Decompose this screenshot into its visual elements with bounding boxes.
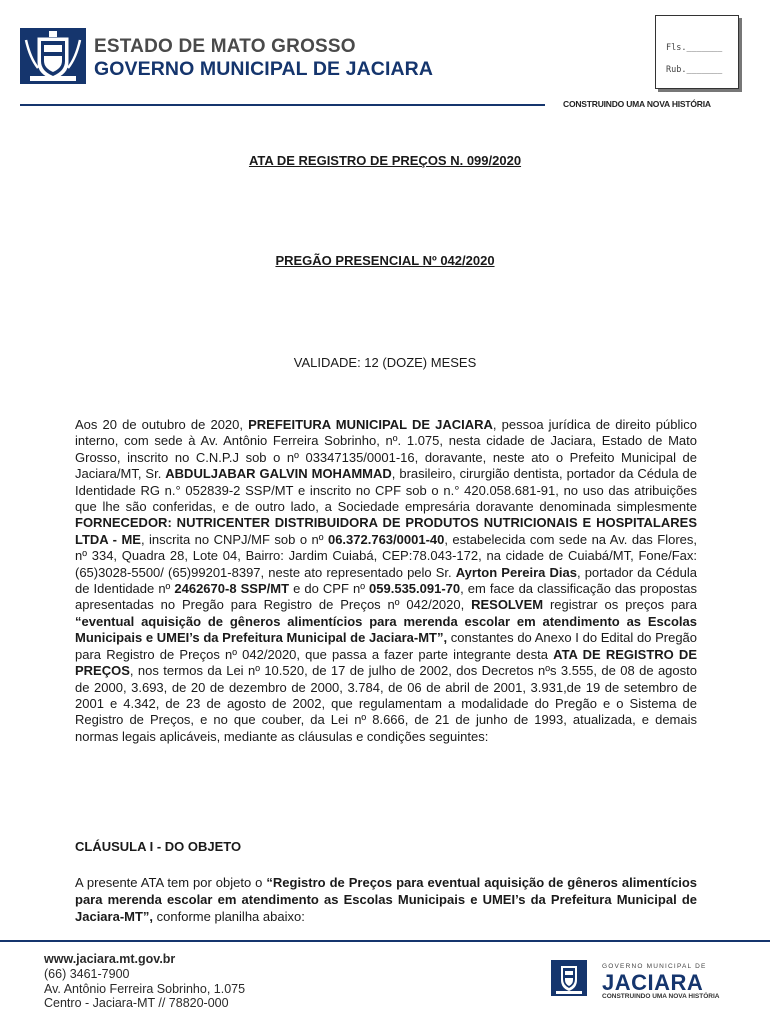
page-stamp-box <box>655 15 739 89</box>
text-run: Aos 20 de outubro de 2020, <box>75 417 249 432</box>
text-run: , nos termos da Lei nº 10.520, de 17 de julho de 2002, dos Decretos nºs 3.555, de 08 de agosto de 2000, 3.693, de 20 de dezembro de 2000, 3.784, de 06 de abril de 2001, 3.931,de 19 de setembro de 2001 e 4.342, de 23 de agosto de 2002, que regulamentam a modalidade do Pregão e o Sistema de Registro de Preços, e no que couber, da Lei nº 8.666, de 21 de junho de 1993, atualizada, e demais normas legais aplicáveis, mediante as cláusulas e condições seguintes: <box>75 663 697 744</box>
municipal-crest-icon <box>20 28 86 84</box>
bold-run: 2462670-8 SSP/MT <box>174 581 290 597</box>
footer-address: Av. Antônio Ferreira Sobrinho, 1.075 <box>44 981 246 996</box>
text-run: , brasileiro, cirurgião dentista, portador da Cédula de Identidade RG n.° 052839-2 SSP/MT e inscrito no CPF sob o n.° 420.058.681-91, no uso das atribuições que lhe são conferidas, e de outro lado, a Sociedade empresária doravante denominada simplesmente <box>75 466 697 515</box>
text-run: A presente ATA tem por objeto o <box>75 875 267 890</box>
stamp-rub: Rub._______ <box>666 65 723 75</box>
text-run: , pessoa jurídica de direito público interno, com sede à Av. Antônio Ferreira Sobrinho, nº. 1.075, nesta cidade de Jaciara, Estado de Mato Grosso, inscrito no C.N.P.J sob o nº 03347135/0001-16, doravante, neste ato o Prefeito Municipal de Jaciara/MT, Sr. <box>75 417 697 482</box>
text-run: e do CPF nº <box>289 581 370 597</box>
bold-run: RESOLVEM <box>471 597 544 613</box>
bold-run: PREFEITURA MUNICIPAL DE JACIARA <box>248 417 493 432</box>
validity-line: VALIDADE: 12 (DOZE) MESES <box>293 355 477 370</box>
text-run: registrar os preços para <box>543 597 697 613</box>
stamp-fls: Fls._______ <box>666 43 723 53</box>
text-run: , portador da Cédula de Identidade nº <box>75 564 697 597</box>
text-run: , estabelecida com sede na Av. das Flores, nº 334, Quadra 28, Lote 04, Bairro: Jardim Cuiabá, CEP:78.043-172, na cidade de Cuiabá/MT, Fone/Fax: (65)3028-5500/ (65)99201-8397, neste ato representado pelo Sr. <box>75 531 697 580</box>
text-run: constantes do Anexo I do Edital do Pregão para Registro de Preços nº 042/2020, que passa a fazer parte integrante desta <box>75 630 698 662</box>
bold-run: “Registro de Preços para eventual aquisição de gêneros alimentícios para merenda escolar em atendimento as Escolas Municipais e UMEI’s da Prefeitura Municipal de Jaciara-MT”, <box>75 875 697 924</box>
footer-city: Centro - Jaciara-MT // 78820-000 <box>44 996 229 1011</box>
clause-heading: CLÁUSULA I - DO OBJETO <box>75 839 242 854</box>
preamble-paragraph <box>75 417 697 745</box>
footer-logo-slogan: CONSTRUINDO UMA NOVA HISTÓRIA <box>602 993 720 1000</box>
bold-run: 06.372.763/0001-40 <box>327 531 445 547</box>
footer-website-link[interactable]: www.jaciara.mt.gov.br <box>44 952 176 966</box>
header-slogan: CONSTRUINDO UMA NOVA HISTÓRIA <box>563 99 711 109</box>
object-paragraph <box>75 874 697 925</box>
footer-logo-caption: GOVERNO MUNICIPAL DE <box>602 963 707 970</box>
bold-run: ABDULJABAR GALVIN MOHAMMAD <box>165 466 392 482</box>
text-run: conforme planilha abaixo: <box>153 909 305 924</box>
bold-run: 059.535.091-70 <box>369 581 461 597</box>
bold-run: “eventual aquisição de gêneros alimentícios para merenda escolar em atendimento as Escolas Municipais e UMEI’s da Prefeitura Municipal de Jaciara-MT”, <box>75 613 697 646</box>
footer-divider <box>0 940 770 942</box>
footer-contact <box>44 952 245 1011</box>
government-name: GOVERNO MUNICIPAL DE JACIARA <box>94 58 434 80</box>
text-run: , inscrita no CNPJ/MF sob o nº <box>140 531 328 547</box>
text-run: , em face da classificação das propostas apresentadas no Pregão para Registro de Preços nº 042/2020, <box>75 581 697 613</box>
bold-run: ATA DE REGISTRO DE PREÇOS <box>75 646 697 679</box>
footer-logo-name: JACIARA <box>602 970 704 995</box>
state-name: ESTADO DE MATO GROSSO <box>94 36 356 57</box>
header-divider <box>20 104 545 106</box>
page-header <box>0 0 770 120</box>
document-title: ATA DE REGISTRO DE PREÇOS N. 099/2020 <box>248 153 522 168</box>
bold-run: Ayrton Pereira Dias <box>455 564 577 580</box>
footer-phone: (66) 3461-7900 <box>44 966 130 981</box>
footer-crest-icon <box>551 960 587 996</box>
pregao-title: PREGÃO PRESENCIAL Nº 042/2020 <box>275 253 495 268</box>
bold-run: FORNECEDOR: NUTRICENTER DISTRIBUIDORA DE PRODUTOS NUTRICIONAIS E HOSPITALARES LTDA - ME <box>75 515 697 547</box>
